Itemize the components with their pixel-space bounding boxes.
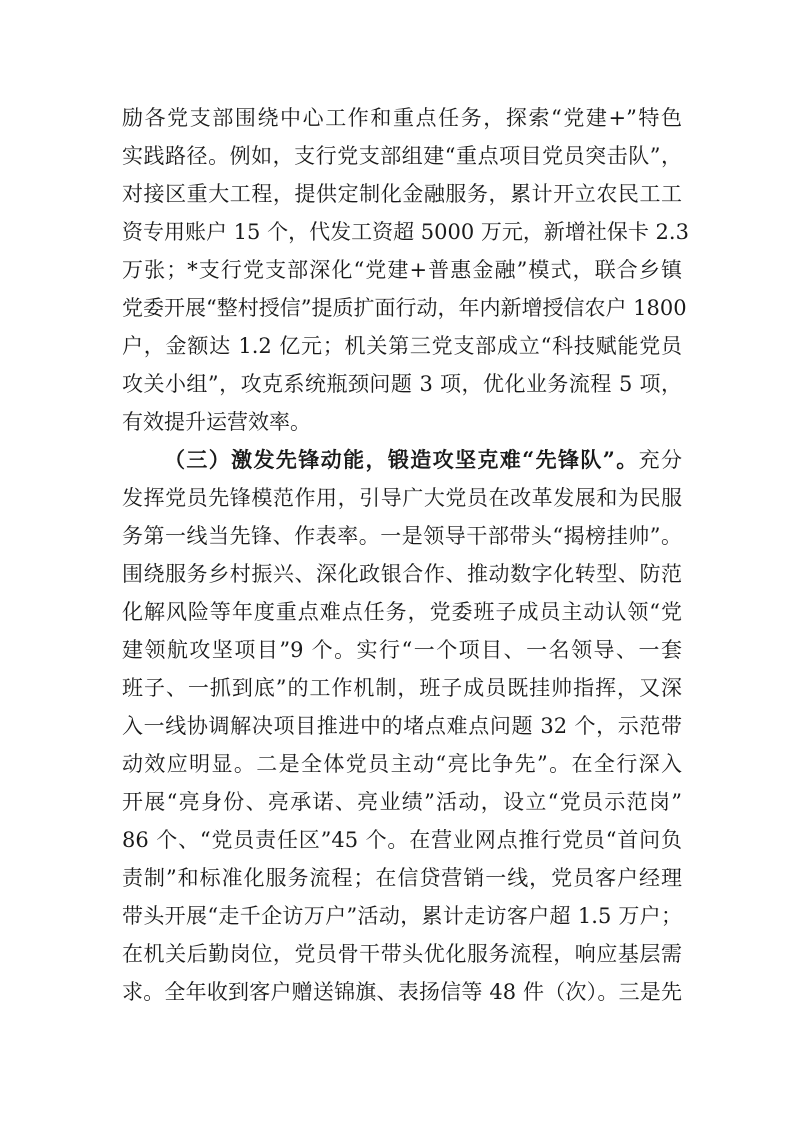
body-text-line: 责制”和标准化服务流程；在信贷营销一线，党员客户经理 [122, 866, 682, 890]
body-text-line: 励各党支部围绕中心工作和重点任务，探索“党建+”特色 [122, 106, 682, 130]
body-text-line: 围绕服务乡村振兴、深化政银合作、推动数字化转型、防范 [122, 562, 682, 586]
body-text-line: 化解风险等年度重点难点任务，党委班子成员主动认领“党 [122, 600, 682, 624]
body-text-line: 户，金额达 1.2 亿元；机关第三党支部成立“科技赋能党员 [122, 334, 682, 358]
body-text-line: 攻关小组”，攻克系统瓶颈问题 3 项，优化业务流程 5 项， [122, 372, 682, 396]
body-text-line: 党委开展“整村授信”提质扩面行动，年内新增授信农户 1800 [122, 296, 687, 320]
body-text-line: 班子、一抓到底”的工作机制，班子成员既挂帅指挥，又深 [122, 676, 682, 700]
body-text: 充分 [638, 448, 682, 472]
body-text-line: 实践路径。例如，支行党支部组建“重点项目党员突击队”， [122, 144, 682, 168]
body-text-line: 求。全年收到客户赠送锦旗、表扬信等 48 件（次）。三是先 [122, 980, 682, 1004]
body-text-line: 发挥党员先锋模范作用，引导广大党员在改革发展和为民服 [122, 486, 682, 510]
body-text-line: 有效提升运营效率。 [122, 410, 311, 434]
body-text-line: 动效应明显。二是全体党员主动“亮比争先”。在全行深入 [122, 752, 682, 776]
body-text-line: 资专用账户 15 个，代发工资超 5000 万元，新增社保卡 2.3 [122, 220, 689, 244]
body-text-line: 86 个、“党员责任区”45 个。在营业网点推行党员“首问负 [122, 828, 682, 852]
body-text-line: 带头开展“走千企访万户”活动，累计走访客户超 1.5 万户； [122, 904, 682, 928]
section-heading-line [164, 441, 682, 479]
body-text-line: 开展“亮身份、亮承诺、亮业绩”活动，设立“党员示范岗” [122, 790, 682, 814]
section-heading: （三）激发先锋动能，锻造攻坚克难“先锋队”。 [164, 447, 639, 472]
body-text-line: 务第一线当先锋、作表率。一是领导干部带头“揭榜挂帅”。 [122, 524, 682, 548]
body-text-line: 万张；*支行党支部深化“党建+普惠金融”模式，联合乡镇 [122, 258, 682, 282]
body-text-line: 在机关后勤岗位，党员骨干带头优化服务流程，响应基层需 [122, 942, 682, 966]
body-text-line: 建领航攻坚项目”9 个。实行“一个项目、一名领导、一套 [122, 638, 682, 662]
body-text-line: 入一线协调解决项目推进中的堵点难点问题 32 个，示范带 [122, 714, 682, 738]
body-text-line: 对接区重大工程，提供定制化金融服务，累计开立农民工工 [122, 182, 682, 206]
